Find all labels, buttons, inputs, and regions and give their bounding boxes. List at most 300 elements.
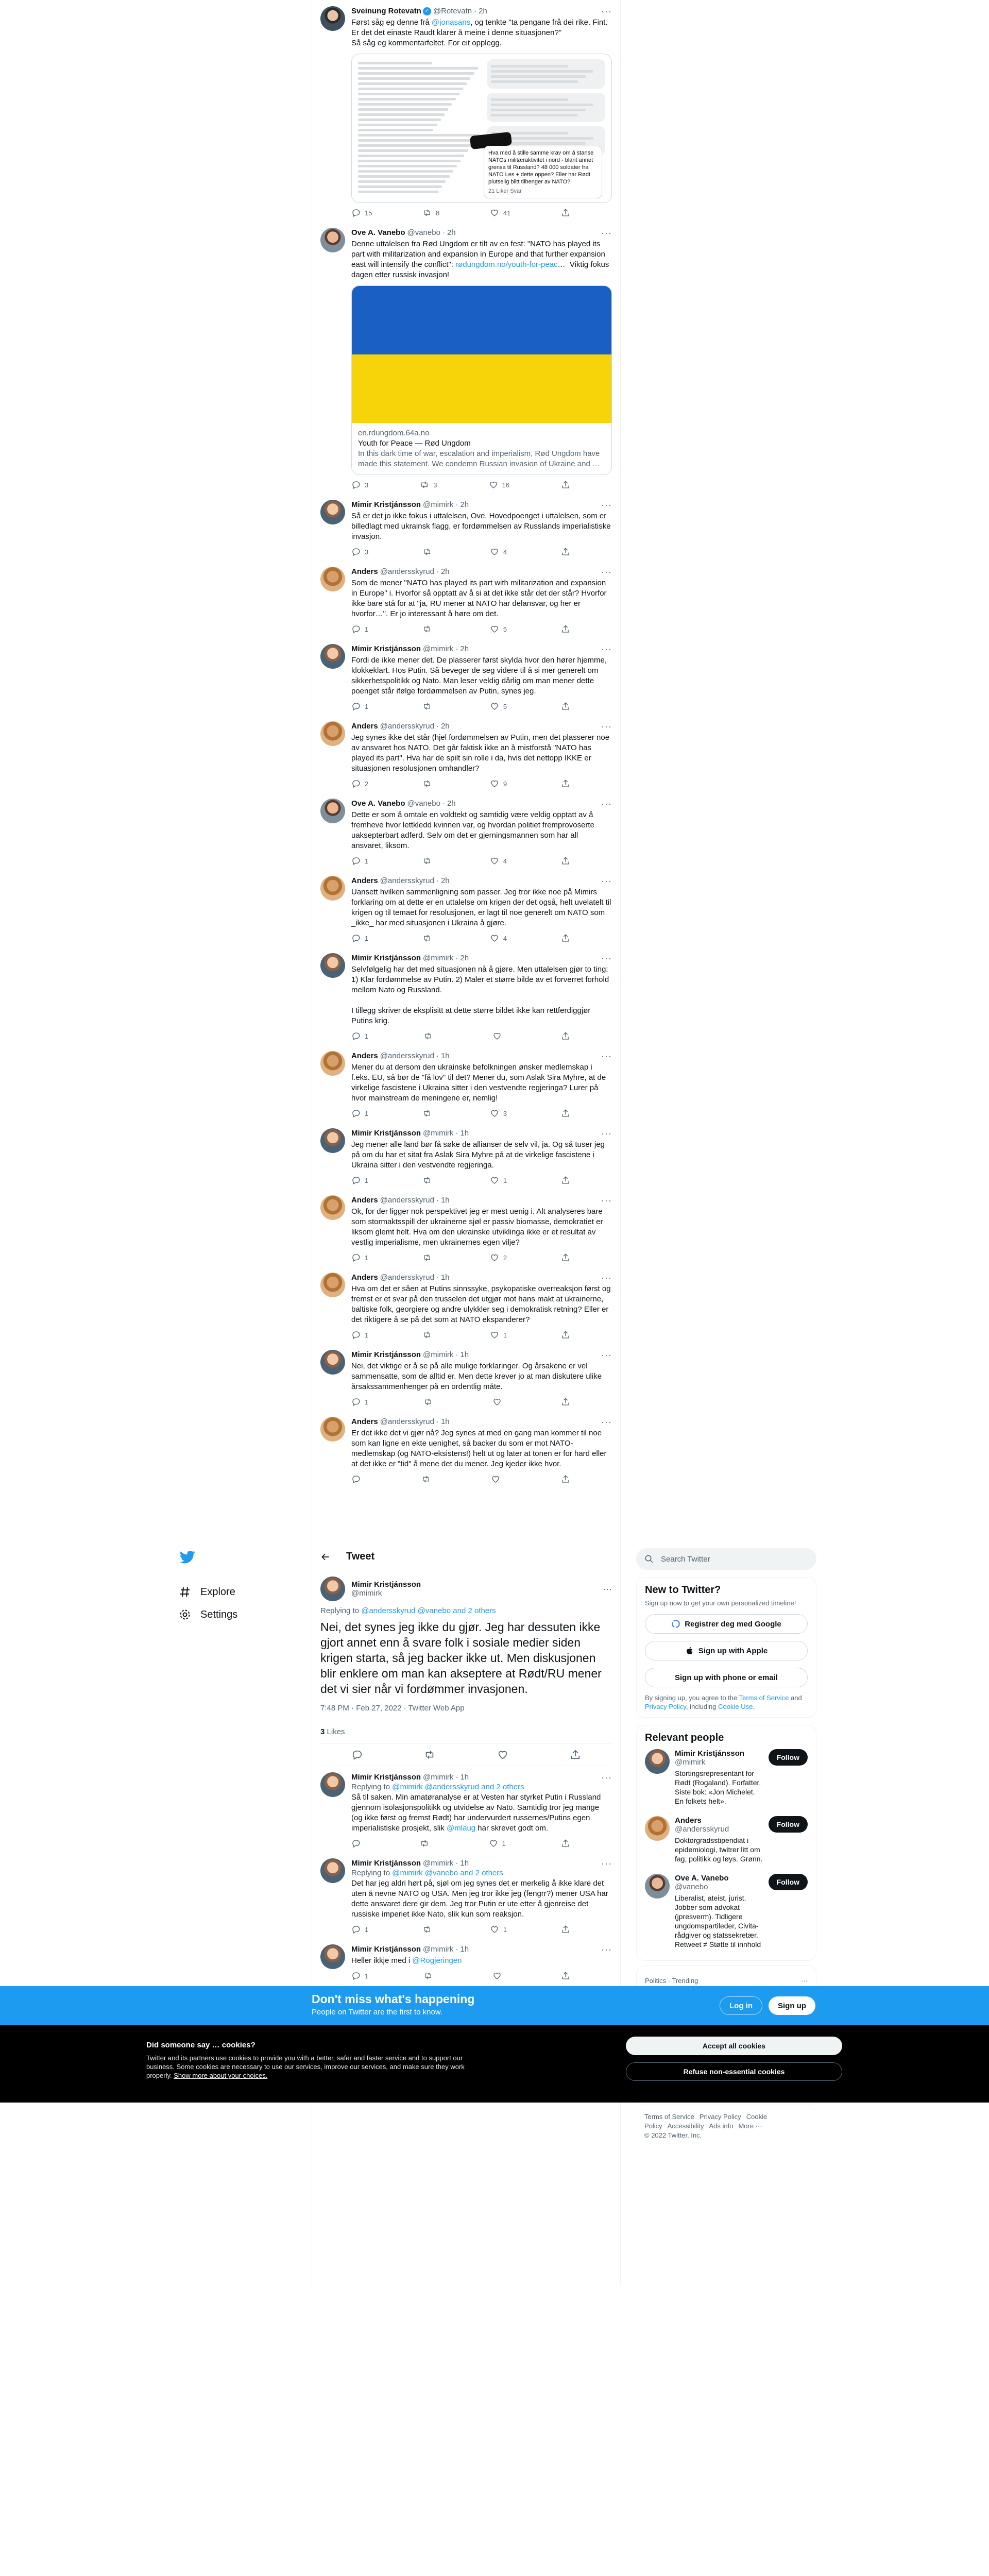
cookie-more-link[interactable]: Show more about your choices. (174, 2072, 268, 2079)
footer-link[interactable]: More ··· (738, 2122, 762, 2130)
reply-button[interactable] (351, 624, 368, 634)
text-line (358, 118, 441, 121)
tweet-time[interactable]: 2h (479, 7, 487, 15)
author-handle[interactable]: @mimirk (423, 500, 454, 509)
tweet[interactable] (312, 1045, 620, 1122)
like-icon (490, 208, 499, 217)
retweet-button[interactable] (423, 1031, 437, 1041)
more-options-icon[interactable]: ··· (601, 1273, 612, 1283)
tweet[interactable] (312, 0, 620, 222)
author-handle[interactable]: @andersskyrud (380, 1417, 434, 1426)
reply-button[interactable] (351, 1031, 368, 1041)
replying-to (351, 1869, 612, 1877)
reply-button[interactable] (351, 1176, 368, 1185)
more-options-icon[interactable]: ··· (601, 1350, 612, 1360)
more-options-icon[interactable]: ··· (601, 1051, 612, 1061)
avatar[interactable] (320, 1577, 345, 1601)
tweet[interactable] (312, 1122, 620, 1189)
phone-signup-button[interactable] (645, 1668, 808, 1687)
author-name[interactable]: Anders (351, 1417, 378, 1426)
like-button[interactable] (492, 1397, 506, 1406)
tweet-image[interactable] (351, 54, 612, 203)
terms-link[interactable]: Terms of Service (739, 1694, 789, 1702)
retweet-icon (421, 1475, 431, 1484)
reply-button[interactable] (351, 480, 368, 489)
person-row[interactable] (645, 1744, 808, 1811)
avatar[interactable] (320, 644, 345, 669)
reply-button[interactable] (351, 1253, 368, 1262)
tweet-body (351, 1128, 612, 1185)
like-button[interactable] (490, 1925, 507, 1934)
like-button[interactable] (490, 1176, 507, 1185)
author-name[interactable]: Anders (351, 1273, 378, 1282)
author-name[interactable]: Ove A. Vanebo (351, 228, 405, 237)
reply-icon[interactable] (351, 1749, 363, 1760)
tweet-text (351, 964, 612, 1026)
retweet-button[interactable] (422, 1176, 436, 1185)
share-button[interactable] (561, 1971, 570, 1980)
retweet-button[interactable] (422, 1330, 436, 1340)
google-icon (671, 1619, 680, 1629)
author-name[interactable]: Anders (351, 722, 378, 731)
tweet-link[interactable]: rødungdom.no/youth-for-peac (455, 260, 558, 269)
tweet[interactable] (312, 1266, 620, 1344)
follow-button[interactable]: Follow (769, 1749, 808, 1766)
login-button[interactable]: Log in (720, 1996, 762, 2015)
retweet-button[interactable] (422, 856, 436, 866)
replying-to (351, 1783, 612, 1791)
reply-button[interactable] (351, 208, 372, 217)
share-button[interactable] (561, 480, 570, 489)
person-row[interactable] (645, 1869, 808, 1954)
tweet-time[interactable]: 2h (460, 645, 469, 653)
avatar[interactable] (320, 1195, 345, 1220)
retweet-button[interactable] (420, 1839, 433, 1848)
footer-link[interactable]: Cookie Policy (644, 2113, 768, 2130)
reply-count: 1 (365, 934, 369, 942)
author-name[interactable]: Mimir Kristjánsson (351, 645, 421, 653)
tweet-text-part: Uansett hvilken sammenligning som passer. Jeg tror ikke noe på Mimirs forklaring om at dette er en uttalelse om krigen der det også, helt uvelatelt til krigen og til temaet for resolusjonen, er lagt til noe generelt om NATO som _ikke_ har med situasjonen i Ukraina å gjøre. (351, 888, 613, 927)
more-options-icon[interactable]: ··· (601, 1128, 612, 1139)
author-name[interactable]: Sveinung Rotevatn (351, 7, 421, 15)
footer-link[interactable]: Terms of Service (644, 2113, 694, 2121)
tweet[interactable] (312, 715, 620, 792)
author-name[interactable]: Anders (351, 876, 378, 885)
avatar[interactable] (320, 953, 345, 978)
reply-count: 1 (365, 702, 369, 710)
tweet[interactable] (312, 947, 620, 1045)
reply-button[interactable] (351, 779, 368, 788)
share-button[interactable] (561, 1031, 570, 1041)
separator: · (455, 500, 458, 509)
tweet[interactable] (312, 638, 620, 715)
text-line (491, 109, 586, 111)
person-handle[interactable]: @vanebo (675, 1883, 708, 1891)
tweet[interactable] (312, 494, 620, 561)
author-name[interactable]: Ove A. Vanebo (351, 799, 405, 808)
tweet[interactable] (312, 870, 620, 947)
author-name[interactable]: Mimir Kristjánsson (351, 954, 421, 962)
share-button[interactable] (561, 1253, 570, 1262)
tweet[interactable] (312, 1344, 620, 1411)
avatar[interactable] (320, 876, 345, 901)
tweet-time[interactable]: 1h (460, 1773, 469, 1782)
google-signup-button[interactable] (645, 1614, 808, 1634)
tweet-time[interactable]: 1h (460, 1945, 469, 1954)
reply-count: 1 (365, 1253, 369, 1262)
like-icon (490, 1176, 499, 1185)
author-handle[interactable]: @mimirk (423, 954, 454, 962)
more-options-icon[interactable]: ··· (601, 567, 612, 577)
retweet-button[interactable] (420, 480, 437, 489)
like-icon[interactable] (497, 1749, 508, 1760)
avatar[interactable] (320, 1858, 345, 1883)
tweet-text-part: Fordi de ikke mener det. De plasserer først skylda hvor den hører hjemme, klokkeklart. Hos Putin. Så beveger de seg videre til å si mer generelt om sikkerhetspolitikk og Nato. Man leser veldig dårlig om man mener dette poenget står ifølge fordømmelsen av Putin, synes jeg. (351, 656, 609, 696)
nav-settings[interactable] (173, 1603, 291, 1626)
tweet-actions (351, 1925, 570, 1934)
trend-category: Politics · Trending (645, 1977, 698, 1985)
separator: · (436, 1052, 439, 1060)
retweet-button[interactable] (422, 702, 436, 711)
tweet-actions (351, 480, 570, 489)
avatar[interactable] (320, 1350, 345, 1375)
avatar[interactable] (320, 1051, 345, 1076)
more-options-icon[interactable]: ··· (601, 644, 612, 654)
nav-explore[interactable] (173, 1581, 291, 1603)
person-handle[interactable]: @andersskyrud (675, 1825, 729, 1834)
tweet-time[interactable]: 1h (460, 1129, 469, 1138)
avatar[interactable] (320, 6, 345, 31)
author-handle[interactable]: @mimirk (351, 1589, 382, 1598)
reply-button[interactable] (351, 1925, 368, 1934)
share-icon[interactable] (570, 1749, 581, 1760)
tweet[interactable] (312, 1411, 620, 1488)
tweet[interactable] (312, 1938, 620, 1985)
avatar[interactable] (320, 567, 345, 591)
author-handle[interactable]: @andersskyrud (380, 1052, 434, 1060)
reply-button[interactable] (351, 1330, 368, 1340)
share-button[interactable] (561, 208, 570, 217)
retweet-button[interactable] (422, 779, 436, 788)
reply-button[interactable] (351, 856, 368, 866)
accept-cookies-button[interactable]: Accept all cookies (626, 2037, 842, 2055)
like-button[interactable] (490, 208, 510, 217)
share-button[interactable] (561, 856, 570, 866)
author-handle[interactable]: @andersskyrud (380, 722, 434, 731)
share-button[interactable] (561, 1397, 570, 1406)
tweet-header (312, 1543, 620, 1570)
reply-button[interactable] (351, 1839, 365, 1848)
apple-signup-label: Sign up with Apple (698, 1646, 768, 1655)
author-handle[interactable]: @Rotevatn (433, 7, 472, 15)
tweet-time[interactable]: 2h (447, 799, 456, 808)
author-handle[interactable]: @mimirk (423, 1350, 454, 1359)
more-options-icon[interactable]: ··· (601, 1417, 612, 1427)
more-options-icon[interactable]: ··· (601, 500, 612, 510)
tweet[interactable] (312, 222, 620, 494)
more-options-icon[interactable]: ··· (601, 1858, 612, 1869)
author-name[interactable]: Mimir Kristjánsson (351, 1129, 421, 1138)
like-button[interactable] (490, 702, 507, 711)
highlighted-comment-text: Hva med å stille samme krav om å stanse NATOs militæraktivitet i nord - blant annet grensa til Russland? 48 000 soldater fra NATO Les + dette oppen? Eller har Rødt plutselig blitt tilhenger av NATO? (488, 150, 594, 185)
author-handle[interactable]: @andersskyrud (380, 567, 434, 576)
avatar[interactable] (320, 1128, 345, 1153)
text-line (491, 104, 593, 106)
tweet-body (351, 799, 612, 866)
tweet-link[interactable]: @jonasans (431, 18, 471, 27)
like-button[interactable] (490, 547, 507, 556)
tweet-link[interactable]: @Rogjeringen (412, 1956, 462, 1965)
tweet-time[interactable]: 2h (440, 567, 450, 576)
author-handle[interactable]: @andersskyrud (380, 1273, 434, 1282)
tweet[interactable] (312, 561, 620, 638)
more-options-icon[interactable]: ··· (801, 1977, 808, 1985)
share-button[interactable] (561, 1925, 570, 1934)
author-handle[interactable]: @mimirk (423, 1129, 454, 1138)
avatar[interactable] (645, 1874, 670, 1899)
tweet-timestamp[interactable]: 7:48 PM · Feb 27, 2022 · Twitter Web App (320, 1704, 612, 1720)
avatar[interactable] (645, 1816, 670, 1841)
tweet-time[interactable]: 1h (460, 1859, 469, 1868)
avatar[interactable] (320, 500, 345, 524)
text-line (491, 98, 568, 101)
tweet-body (351, 1944, 612, 1980)
person-row[interactable] (645, 1811, 808, 1869)
tweet[interactable] (312, 1766, 620, 1852)
reply-button[interactable] (351, 1109, 368, 1118)
reply-button[interactable] (351, 1475, 365, 1484)
author-name[interactable]: Mimir Kristjánsson (351, 1859, 421, 1868)
share-button[interactable] (561, 1839, 570, 1848)
reply-button[interactable] (351, 1971, 368, 1980)
tweet-time[interactable]: 2h (440, 876, 450, 885)
tweet[interactable] (312, 1852, 620, 1938)
like-button[interactable] (490, 1253, 507, 1262)
retweet-button[interactable] (422, 208, 439, 217)
author-name[interactable]: Anders (351, 1052, 378, 1060)
share-button[interactable] (561, 779, 570, 788)
person-name[interactable]: Anders (675, 1816, 702, 1825)
tweet-text-part: , og tenkte "ta pengane frå dei rike. Fint. Er det det einaste Raudt klarer å meine i denne situasjonen?" Så såg eg kommentarfeltet. For eit opplegg. (351, 18, 608, 47)
more-options-icon[interactable]: ··· (601, 6, 612, 16)
tweet-time[interactable]: 2h (460, 500, 469, 509)
likes-count[interactable] (320, 1720, 612, 1744)
phone-signup-label: Sign up with phone or email (674, 1673, 778, 1682)
author-name[interactable]: Mimir Kristjánsson (351, 1580, 421, 1589)
share-button[interactable] (561, 1475, 570, 1484)
avatar[interactable] (320, 228, 345, 252)
tweet[interactable] (312, 1189, 620, 1266)
footer-link[interactable]: Ads info (709, 2122, 734, 2130)
author-handle[interactable]: @andersskyrud (380, 876, 434, 885)
tweet-header (351, 1772, 612, 1783)
reply-button[interactable] (351, 1397, 368, 1406)
author-handle[interactable]: @mimirk (423, 1773, 454, 1782)
like-button[interactable] (490, 624, 507, 634)
replying-links[interactable]: @andersskyrud @vanebo and 2 others (361, 1606, 496, 1615)
more-options-icon[interactable]: ··· (601, 876, 612, 886)
person-info (675, 1749, 764, 1806)
signup-button[interactable]: Sign up (769, 1996, 815, 2015)
tweet-time[interactable]: 2h (440, 722, 450, 731)
avatar[interactable] (320, 799, 345, 823)
tweet-actions (351, 547, 570, 556)
tweet-body (351, 1417, 612, 1484)
author-name[interactable]: Mimir Kristjánsson (351, 1350, 421, 1359)
retweet-button[interactable] (422, 1925, 436, 1934)
separator: · (455, 1945, 458, 1954)
avatar[interactable] (645, 1749, 670, 1774)
share-button[interactable] (561, 547, 570, 556)
person-info (675, 1874, 764, 1949)
author-handle[interactable]: @vanebo (407, 799, 440, 808)
retweet-button[interactable] (422, 624, 436, 634)
share-button[interactable] (561, 1330, 570, 1340)
replies-list (312, 1766, 620, 1985)
author-handle[interactable]: @andersskyrud (380, 1196, 434, 1205)
search-bar[interactable] (636, 1548, 816, 1570)
share-button[interactable] (561, 1176, 570, 1185)
author-name[interactable]: Anders (351, 567, 378, 576)
retweet-button[interactable] (423, 1971, 437, 1980)
replying-links[interactable]: @mimirk @andersskyrud and 2 others (392, 1783, 524, 1791)
like-icon (490, 1109, 499, 1118)
avatar[interactable] (320, 721, 345, 746)
like-icon (491, 1475, 500, 1484)
retweet-icon[interactable] (424, 1749, 435, 1760)
like-button[interactable] (490, 779, 507, 788)
back-arrow-icon[interactable] (320, 1552, 331, 1562)
share-icon (561, 1176, 570, 1185)
header-title: Tweet (346, 1551, 375, 1562)
more-options-icon[interactable]: ··· (601, 228, 612, 238)
tweet-header (351, 799, 612, 809)
avatar[interactable] (320, 1273, 345, 1297)
footer-link[interactable]: Accessibility (667, 2122, 704, 2130)
like-button[interactable] (492, 1031, 506, 1041)
retweet-button[interactable] (422, 547, 436, 556)
retweet-icon (422, 1253, 432, 1262)
retweet-icon (422, 779, 432, 788)
author-handle[interactable]: @vanebo (407, 228, 440, 237)
retweet-button[interactable] (423, 1397, 437, 1406)
more-options-icon[interactable]: ··· (603, 1583, 612, 1594)
avatar[interactable] (320, 1417, 345, 1442)
tweet-actions (351, 1330, 570, 1340)
follow-button[interactable]: Follow (769, 1816, 808, 1833)
tweet-time[interactable]: 1h (440, 1196, 450, 1205)
reply-button[interactable] (351, 934, 368, 943)
screenshot-left-pane (358, 59, 482, 197)
more-options-icon[interactable]: ··· (601, 1195, 612, 1206)
retweet-button[interactable] (421, 1475, 435, 1484)
signup-banner (0, 1986, 989, 2025)
reply-count: 3 (365, 481, 369, 489)
like-button[interactable] (490, 856, 507, 866)
like-button[interactable] (489, 480, 509, 489)
tweet-text (351, 1956, 612, 1966)
more-options-icon[interactable]: ··· (601, 1772, 612, 1783)
tweet-time[interactable]: 1h (440, 1417, 450, 1426)
reply-button[interactable] (351, 547, 368, 556)
person-handle[interactable]: @mimirk (675, 1758, 706, 1767)
link-card[interactable] (351, 285, 612, 475)
author-name[interactable]: Mimir Kristjánsson (351, 1945, 421, 1954)
more-options-icon[interactable]: ··· (601, 1944, 612, 1955)
reply-count: 3 (365, 548, 369, 556)
share-button[interactable] (561, 702, 570, 711)
avatar[interactable] (320, 1944, 345, 1969)
like-count: 1 (503, 1176, 507, 1184)
author-handle[interactable]: @mimirk (423, 645, 454, 653)
follow-button[interactable]: Follow (769, 1874, 808, 1890)
retweet-button[interactable] (422, 1253, 436, 1262)
like-button[interactable] (491, 1475, 504, 1484)
retweet-button[interactable] (422, 1109, 436, 1118)
cookie-link[interactable]: Cookie Use (718, 1703, 753, 1710)
twitter-logo-icon[interactable] (179, 1549, 196, 1565)
share-button[interactable] (561, 934, 570, 943)
reply-count: 1 (365, 1972, 369, 1980)
retweet-button[interactable] (422, 934, 436, 943)
reply-button[interactable] (351, 702, 368, 711)
tweet-time[interactable]: 1h (460, 1350, 469, 1359)
like-button[interactable] (490, 1330, 507, 1340)
person-name[interactable]: Mimir Kristjánsson (675, 1749, 745, 1758)
tweet-time[interactable]: 2h (460, 954, 469, 962)
apple-signup-button[interactable] (645, 1641, 808, 1660)
more-options-icon[interactable]: ··· (601, 953, 612, 963)
author-name[interactable]: Mimir Kristjánsson (351, 500, 421, 509)
like-count: 1 (503, 1331, 507, 1339)
replying-links[interactable]: @mimirk @vanebo and 2 others (392, 1869, 503, 1877)
share-button[interactable] (561, 1109, 570, 1118)
like-button[interactable] (492, 1971, 506, 1980)
author-handle[interactable]: @mimirk (423, 1945, 454, 1954)
refuse-cookies-button[interactable]: Refuse non-essential cookies (626, 2062, 842, 2081)
person-name[interactable]: Ove A. Vanebo (675, 1874, 729, 1883)
like-button[interactable] (490, 1109, 507, 1118)
tweet-text-part: Først såg eg denne frå (351, 18, 432, 27)
tweet-time[interactable]: 1h (440, 1273, 450, 1282)
retweet-icon (423, 1397, 433, 1406)
tweet-header (351, 1128, 612, 1139)
tweet[interactable] (312, 792, 620, 870)
separator: · (436, 1196, 439, 1205)
google-signup-label: Registrer deg med Google (685, 1619, 781, 1629)
tweet-time[interactable]: 1h (440, 1052, 450, 1060)
author-name[interactable]: Mimir Kristjánsson (351, 1773, 421, 1782)
search-input[interactable]: Search Twitter (661, 1554, 710, 1564)
relevant-title: Relevant people (645, 1732, 724, 1743)
share-button[interactable] (561, 624, 570, 634)
more-options-icon[interactable]: ··· (601, 721, 612, 732)
author-handle[interactable]: @mimirk (423, 1859, 454, 1868)
reply-icon (351, 547, 361, 556)
like-icon (490, 1330, 499, 1340)
privacy-link[interactable]: Privacy Policy (645, 1703, 686, 1710)
card-description: In this dark time of war, escalation and imperialism, Rød Ungdom have made this statement. We condemn Russian invasion of Ukraine and … (358, 449, 600, 468)
more-options-icon[interactable]: ··· (601, 799, 612, 809)
like-button[interactable] (489, 1839, 506, 1848)
reply-count: 15 (365, 209, 372, 217)
like-button[interactable] (490, 934, 507, 943)
avatar[interactable] (320, 1772, 345, 1797)
footer-link[interactable]: Privacy Policy (699, 2113, 741, 2121)
tweet-link[interactable]: @mlaug (447, 1824, 476, 1833)
tweet-time[interactable]: 2h (447, 228, 456, 237)
author-name[interactable]: Anders (351, 1196, 378, 1205)
